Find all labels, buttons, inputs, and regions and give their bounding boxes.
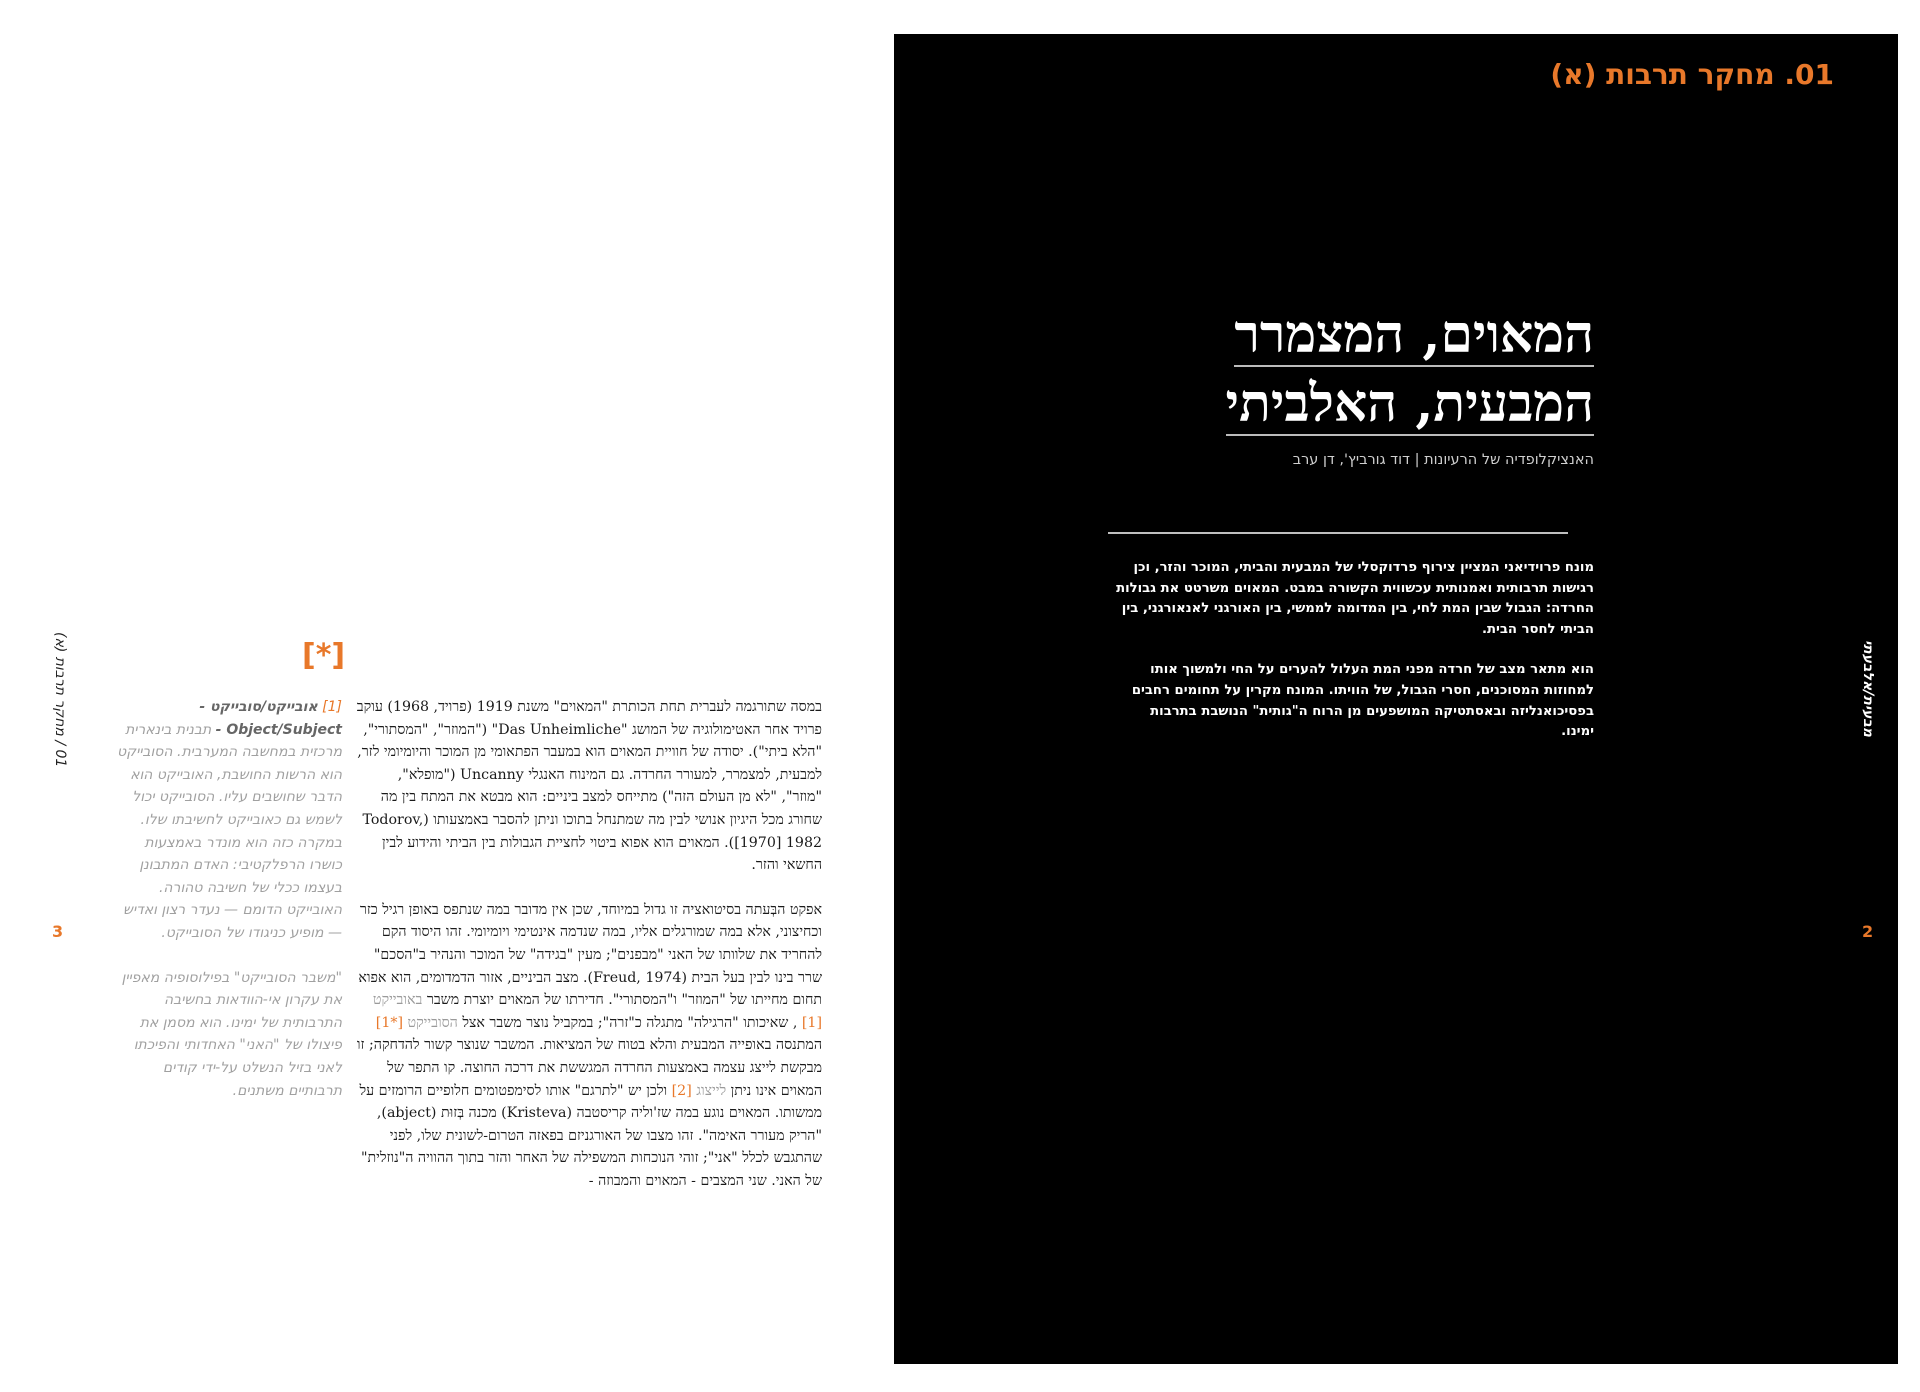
running-head-left: 01 / מחקר תרבות (א) [52,632,68,768]
glossary-term: באובייקט [372,992,423,1009]
note-text: "משבר הסובייקט" בפילוסופיה מאפיין את עקרון אי-הוודאות בחשיבה התרבותית של ימינו. הוא מסמן את פיצולו של "האני" האחדותי והפיכתו לאני בזיל הנשלט על-ידי קודים תרבותיים משתנים. [121,969,342,1099]
glossary-term: הסובייקט [403,1014,458,1031]
side-notes [110,696,342,1124]
note-2 [110,967,342,1103]
footnote-ref: [2] [671,1082,692,1099]
glossary-term: לייצוג [691,1082,727,1099]
page-number-right: 2 [1862,922,1874,941]
note-term: אובייקט/סובייקט - Object/Subject - [199,699,342,738]
body-run: במסה שתורגמה לעברית תחת הכותרת "המאוים" משנת 1919 (פרויד, 1968) עוקב פרויד אחר האטימולוגיה של המושג "Das Unheimliche" ("המוזר", "המסתורי", "הלא ביתי"). יסודה של חוויית המאוים הוא במעבר הפתאומי מן המוכר והיומיומי לזר, למבעית, למצמרר, למעורר החרדה. גם המינוח האנגלי Uncanny ("מופלא", "מוזר", "לא מן העולם הזה") מתייחס למצב ביניים: הוא מבטא את המתח בין מה שחורג מכל היגיון אנושי לבין מה שמתנחל בתוכו וניתן להסבר באמצעותו (Todorov, [1970] 1982). המאוים הוא אפוא ביטוי לחציית הגבולות בין הביתי והידוע לבין החשאי והזר. [356,699,822,874]
abstract [1116,558,1594,763]
section-title: 01. מחקר תרבות (א) [1550,58,1834,91]
page-number-left: 3 [52,922,64,941]
title-line-2: המבעית, האלביתי [1225,373,1594,434]
body-run: המתנסה באופייה המבעית והלא בטוח של המציאות. המשבר שנוצר קשור להדחקה; זו מבקשת לייצג עצמה באמצעות החרדה המגששת את דרכה החוצה. קו התפר של המאוים אינו ניתן [356,1037,822,1099]
divider [1108,532,1568,534]
title-line-1: המאוים, המצמרר [1234,304,1594,365]
abstract-paragraph: מונח פרוידיאני המציין צירוף פרדוקסלי של המבעית והביתי, המוכר והזר, וכן רגישות תרבותית ואמנותית עכשווית הקשורה במבט. המאוים משרטט את גבולות החרדה: הגבול שבין המת לחי, בין המדומה לממשי, בין האורגני לאנאורגני, בין הביתי לחסר הבית. [1116,560,1594,637]
note-1 [110,696,342,945]
body-paragraph [356,696,822,877]
footnote-ref: [*1] [375,1014,404,1031]
note-ref: [1] [322,699,342,715]
side-mark: [*] [302,638,346,673]
note-text: תבנית בינארית מרכזית במחשבה המערבית. הסובייקט הוא הרשות החושבת, האובייקט הוא הדבר שחושבים עליו. הסובייקט יכול לשמש גם כאובייקט לחשיבתו שלו. במקרה כזה הוא מונדר באמצעות כושרו הרפלקטיבי: האדם המתבונן בעצמו ככלי של חשיבה טהורה. האובייקט הדומם — נעדר רצון ואדיש — מופיע כניגודו של הסובייקט. [117,721,342,941]
body-text [356,696,822,1214]
body-run: , שאיכותו "הרגילה" מתגלה כ"זרה"; במקביל נוצר משבר אצל [457,1014,802,1031]
article-subtitle: האנציקלופדיה של הרעיונות | דוד גורביץ', דן ערב [1292,452,1594,468]
body-run: ולכן יש "לתרגם" אותו לסימפטומים חלופיים הרומזים על ממשותו. המאוים נוגע במה שז'וליה קריסטבה (Kristeva) מכנה בְּזוּת (abject), "הריק מעורר האימה". זהו מצבו של האורגניזם בפאזה הטרום-לשונית שלו, לפני שהתגבש לכלל "אני"; זוהי הנוכחות המשפילה של האחר והזר בתוך ההוויה ה"נוזלית" של האני. שני המצבים - המאוים והמבוזה - [359,1082,822,1189]
running-head-right: מבעית/אלבעתי [1860,640,1876,738]
abstract-paragraph: הוא מתאר מצב של חרדה מפני המת העלול להערים על החי ולמשוך אותו למחוזות המסוכנים, חסרי הגבול, של הוויתו. המונח מקרין על תחומים רחבים בפסיכואנליזה ובאסתטיקה המושפעים מן הרוח ה"גותית" הנושבת בתרבות ימינו. [1131,662,1594,740]
body-run: אפקט הבְּעתה בסיטואציה זו גדול במיוחד, שכן אין מדובר במה שנתפס באופן רגיל כזר וכחיצוני, אלא במה שמורגלים אליו, במה שנדמה אינטימי ויומיומי. זהו היסוד הקם להחריד את שלוותו של האני "מבפנים"; מעין "בגידה" של המוכר והנהיר ב"הסכם" שרר בינו לבין בעל הבית (Freud, 1974). מצב הביניים, אזור הדמדומים, הוא אפוא תחום מחייתו של "המוזר" ו"המסתורי". חדירתו של המאוים יוצרת משבר [358,901,822,1009]
article-title [1124,302,1594,440]
body-paragraph [356,899,822,1193]
footnote-ref: [1] [801,1014,822,1031]
